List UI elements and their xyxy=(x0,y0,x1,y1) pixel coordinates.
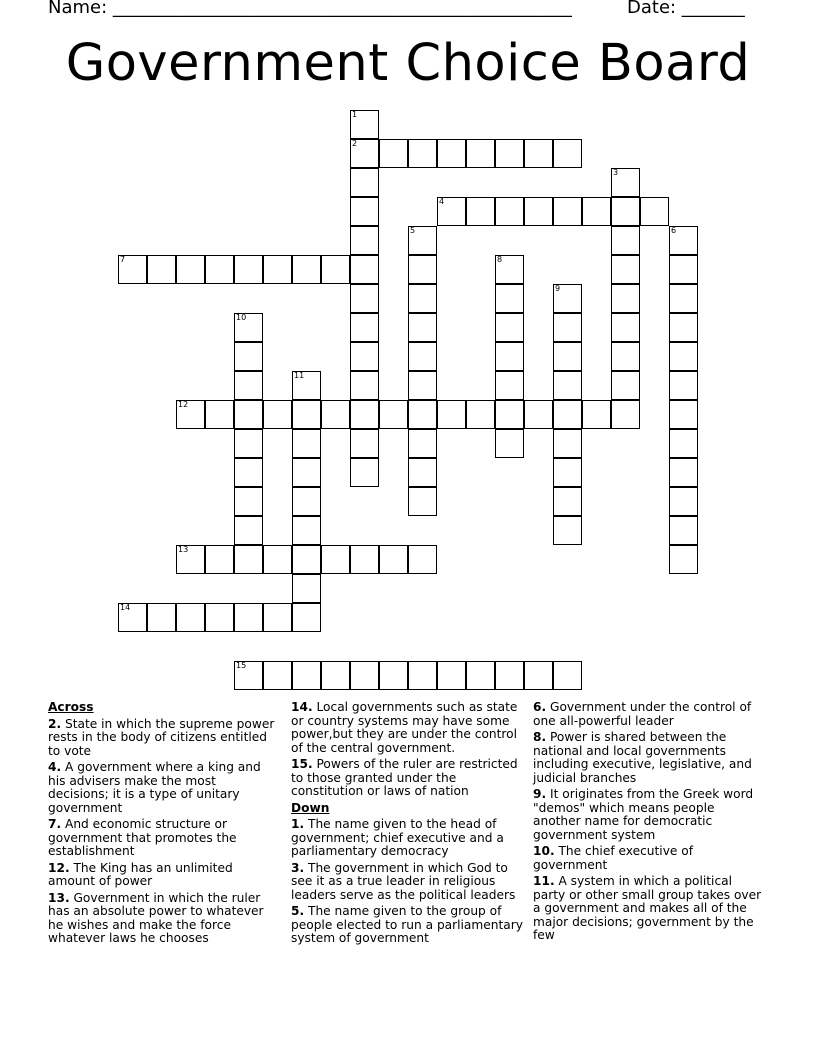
crossword-cell[interactable] xyxy=(524,661,553,690)
crossword-cell[interactable] xyxy=(234,255,263,284)
crossword-cell[interactable] xyxy=(350,168,379,197)
clue-text: Local governments such as state or country systems may have some power,but they are under the control of the central government. xyxy=(291,700,518,755)
crossword-cell[interactable] xyxy=(408,226,437,255)
crossword-cell[interactable] xyxy=(292,545,321,574)
clue-item xyxy=(48,761,280,815)
crossword-cell[interactable] xyxy=(669,458,698,487)
crossword-cell[interactable] xyxy=(321,545,350,574)
clue-item xyxy=(533,875,765,943)
crossword-cell[interactable] xyxy=(350,458,379,487)
crossword-cell[interactable] xyxy=(147,255,176,284)
crossword-cell[interactable] xyxy=(234,429,263,458)
crossword-cell[interactable] xyxy=(669,429,698,458)
clue-item xyxy=(533,731,765,785)
section-heading-across: Across xyxy=(48,700,94,714)
clue-item xyxy=(291,905,523,946)
crossword-cell[interactable] xyxy=(234,313,263,342)
crossword-cell[interactable] xyxy=(611,255,640,284)
crossword-cell[interactable] xyxy=(495,197,524,226)
crossword-cell[interactable] xyxy=(524,400,553,429)
cell-number: 5 xyxy=(410,226,416,235)
cell-number: 4 xyxy=(439,197,445,206)
crossword-cell[interactable] xyxy=(466,661,495,690)
crossword-cell[interactable] xyxy=(553,516,582,545)
clue-number: 15. xyxy=(291,757,313,771)
crossword-cell[interactable] xyxy=(553,284,582,313)
crossword-cell[interactable] xyxy=(495,342,524,371)
clue-text: The name given to the group of people elected to run a parliamentary system of government xyxy=(291,904,523,945)
cell-number: 3 xyxy=(613,168,619,177)
crossword-cell[interactable] xyxy=(640,197,669,226)
crossword-cell[interactable] xyxy=(205,545,234,574)
clue-item xyxy=(48,718,280,759)
clue-number: 11. xyxy=(533,874,555,888)
crossword-cell[interactable] xyxy=(263,400,292,429)
crossword-cell[interactable] xyxy=(292,603,321,632)
crossword-cell[interactable] xyxy=(611,342,640,371)
clue-item xyxy=(533,701,765,728)
crossword-cell[interactable] xyxy=(669,226,698,255)
crossword-cell[interactable] xyxy=(234,400,263,429)
crossword-cell[interactable] xyxy=(176,255,205,284)
clue-text: Government under the control of one all-powerful leader xyxy=(533,700,752,728)
clue-number: 9. xyxy=(533,787,547,801)
clue-text: Powers of the ruler are restricted to those granted under the constitution or laws of nation xyxy=(291,757,518,798)
clue-number: 3. xyxy=(291,860,305,875)
crossword-cell[interactable] xyxy=(263,661,292,690)
crossword-cell[interactable] xyxy=(408,139,437,168)
clue-column-2 xyxy=(291,701,523,946)
crossword-cell[interactable] xyxy=(495,284,524,313)
crossword-cell[interactable] xyxy=(553,139,582,168)
crossword-cell[interactable] xyxy=(495,661,524,690)
crossword-cell[interactable] xyxy=(176,603,205,632)
crossword-cell[interactable] xyxy=(408,545,437,574)
crossword-cell[interactable] xyxy=(234,371,263,400)
crossword-cell[interactable] xyxy=(292,574,321,603)
crossword-cell[interactable] xyxy=(495,400,524,429)
crossword-cell[interactable] xyxy=(321,255,350,284)
clue-text: The King has an unlimited amount of power xyxy=(48,860,233,888)
cell-number: 12 xyxy=(178,400,189,409)
crossword-cell[interactable] xyxy=(669,545,698,574)
crossword-cell[interactable] xyxy=(466,400,495,429)
crossword-cell[interactable] xyxy=(205,255,234,284)
clue-text: Power is shared between the national and local governments including executive, legislative, and judicial branches xyxy=(533,730,752,785)
clue-item xyxy=(291,701,523,755)
crossword-cell[interactable] xyxy=(234,545,263,574)
clue-item xyxy=(533,788,765,842)
crossword-cell[interactable] xyxy=(466,139,495,168)
crossword-cell[interactable] xyxy=(379,661,408,690)
crossword-cell[interactable] xyxy=(292,516,321,545)
crossword-cell[interactable] xyxy=(553,400,582,429)
cell-number: 8 xyxy=(497,255,503,264)
crossword-cell[interactable] xyxy=(553,458,582,487)
crossword-cell[interactable] xyxy=(263,255,292,284)
crossword-cell[interactable] xyxy=(437,661,466,690)
crossword-cell[interactable] xyxy=(205,400,234,429)
clue-number: 8. xyxy=(533,730,547,744)
clue-number: 5. xyxy=(291,904,305,918)
crossword-cell[interactable] xyxy=(234,342,263,371)
crossword-cell[interactable] xyxy=(292,371,321,400)
crossword-cell[interactable] xyxy=(466,197,495,226)
clue-number: 14. xyxy=(291,700,313,714)
crossword-cell[interactable] xyxy=(611,197,640,226)
date-field[interactable]: Date: _______ xyxy=(627,0,745,18)
clue-text: The name given to the head of government; chief executive and a parliamentary democracy xyxy=(291,817,504,858)
crossword-cell[interactable] xyxy=(495,139,524,168)
clue-item xyxy=(291,818,523,859)
crossword-cell[interactable] xyxy=(176,400,205,429)
crossword-cell[interactable] xyxy=(408,371,437,400)
crossword-cell[interactable] xyxy=(350,400,379,429)
clue-number: 6. xyxy=(533,700,547,714)
crossword-cell[interactable] xyxy=(147,603,176,632)
clue-number: 2. xyxy=(48,716,62,731)
crossword-cell[interactable] xyxy=(437,139,466,168)
crossword-cell[interactable] xyxy=(495,371,524,400)
crossword-cell[interactable] xyxy=(611,284,640,313)
crossword-cell[interactable] xyxy=(408,313,437,342)
crossword-cell[interactable] xyxy=(205,603,234,632)
crossword-cell[interactable] xyxy=(408,661,437,690)
crossword-cell[interactable] xyxy=(321,661,350,690)
crossword-cell[interactable] xyxy=(350,197,379,226)
cell-number: 7 xyxy=(120,255,126,264)
clue-item xyxy=(48,862,280,889)
crossword-cell[interactable] xyxy=(669,371,698,400)
crossword-cell[interactable] xyxy=(176,545,205,574)
crossword-cell[interactable] xyxy=(669,313,698,342)
clue-item xyxy=(291,862,523,903)
crossword-cell[interactable] xyxy=(292,255,321,284)
crossword-cell[interactable] xyxy=(611,313,640,342)
crossword-cell[interactable] xyxy=(350,139,379,168)
crossword-cell[interactable] xyxy=(495,255,524,284)
clue-text: And economic structure or government that promotes the establishment xyxy=(48,817,237,858)
crossword-cell[interactable] xyxy=(524,139,553,168)
crossword-cell[interactable] xyxy=(350,110,379,139)
crossword-cell[interactable] xyxy=(118,603,147,632)
crossword-cell[interactable] xyxy=(350,255,379,284)
crossword-cell[interactable] xyxy=(118,255,147,284)
clue-text: It originates from the Greek word "demos" which means people another name for democratic government system xyxy=(533,787,754,842)
crossword-cell[interactable] xyxy=(553,197,582,226)
crossword-cell[interactable] xyxy=(669,284,698,313)
crossword-cell[interactable] xyxy=(553,371,582,400)
crossword-cell[interactable] xyxy=(292,400,321,429)
crossword-cell[interactable] xyxy=(234,661,263,690)
crossword-cell[interactable] xyxy=(611,168,640,197)
clue-item xyxy=(291,758,523,799)
clue-number: 12. xyxy=(48,860,70,875)
crossword-cell[interactable] xyxy=(524,197,553,226)
clue-number: 10. xyxy=(533,844,555,858)
cell-number: 1 xyxy=(352,110,358,119)
clue-column-3 xyxy=(533,701,765,943)
crossword-cell[interactable] xyxy=(263,603,292,632)
crossword-cell[interactable] xyxy=(321,400,350,429)
crossword-cell[interactable] xyxy=(350,284,379,313)
crossword-cell[interactable] xyxy=(611,371,640,400)
clue-text: The chief executive of government xyxy=(533,844,694,872)
crossword-cell[interactable] xyxy=(350,545,379,574)
crossword-cell[interactable] xyxy=(669,487,698,516)
clue-text: Government in which the ruler has an absolute power to whatever he wishes and make the force whatever laws he chooses xyxy=(48,890,264,945)
crossword-cell[interactable] xyxy=(553,487,582,516)
cell-number: 14 xyxy=(120,603,131,612)
cell-number: 11 xyxy=(294,371,305,380)
crossword-cell[interactable] xyxy=(234,516,263,545)
clue-text: A government where a king and his advisers make the most decisions; it is a type of unitary government xyxy=(48,760,261,815)
cell-number: 6 xyxy=(671,226,677,235)
clue-number: 7. xyxy=(48,817,62,831)
section-heading-down: Down xyxy=(291,800,330,815)
crossword-cell[interactable] xyxy=(408,255,437,284)
crossword-cell[interactable] xyxy=(611,226,640,255)
clue-number: 4. xyxy=(48,760,62,774)
crossword-cell[interactable] xyxy=(234,458,263,487)
crossword-cell[interactable] xyxy=(408,487,437,516)
crossword-cell[interactable] xyxy=(292,661,321,690)
page-title: Government Choice Board xyxy=(65,34,751,93)
cell-number: 10 xyxy=(236,313,247,322)
crossword-cell[interactable] xyxy=(408,284,437,313)
crossword-cell[interactable] xyxy=(408,342,437,371)
crossword-cell[interactable] xyxy=(350,313,379,342)
crossword-cell[interactable] xyxy=(553,342,582,371)
crossword-cell[interactable] xyxy=(408,400,437,429)
crossword-cell[interactable] xyxy=(611,400,640,429)
crossword-cell[interactable] xyxy=(408,458,437,487)
crossword-cell[interactable] xyxy=(350,226,379,255)
crossword-cell[interactable] xyxy=(495,313,524,342)
clue-number: 1. xyxy=(291,817,305,831)
crossword-cell[interactable] xyxy=(350,429,379,458)
crossword-cell[interactable] xyxy=(379,545,408,574)
crossword-cell[interactable] xyxy=(234,487,263,516)
crossword-cell[interactable] xyxy=(669,342,698,371)
crossword-cell[interactable] xyxy=(582,400,611,429)
clue-text: A system in which a political party or other small group takes over a government and makes all of the major decisions; government by the few xyxy=(533,874,762,942)
clue-item xyxy=(533,845,765,872)
clue-column-1 xyxy=(48,701,280,946)
crossword-cell[interactable] xyxy=(379,400,408,429)
cell-number: 15 xyxy=(236,661,247,670)
crossword-cell[interactable] xyxy=(292,458,321,487)
crossword-cell[interactable] xyxy=(437,197,466,226)
crossword-cell[interactable] xyxy=(350,342,379,371)
cell-number: 9 xyxy=(555,284,561,293)
crossword-cell[interactable] xyxy=(437,400,466,429)
cell-number: 2 xyxy=(352,139,358,148)
crossword-cell[interactable] xyxy=(495,429,524,458)
crossword-cell[interactable] xyxy=(234,603,263,632)
clue-number: 13. xyxy=(48,890,70,905)
crossword-cell[interactable] xyxy=(553,313,582,342)
clue-text: State in which the supreme power rests in the body of citizens entitled to vote xyxy=(48,716,275,758)
crossword-cell[interactable] xyxy=(408,429,437,458)
crossword-cell[interactable] xyxy=(292,487,321,516)
crossword-cell[interactable] xyxy=(582,197,611,226)
crossword-cell[interactable] xyxy=(379,139,408,168)
crossword-cell[interactable] xyxy=(553,661,582,690)
crossword-cell[interactable] xyxy=(669,516,698,545)
clue-text: The government in which God to see it as a true leader in religious leaders serve as the political leaders xyxy=(291,860,516,902)
crossword-cell[interactable] xyxy=(350,661,379,690)
crossword-cell[interactable] xyxy=(669,400,698,429)
crossword-cell[interactable] xyxy=(263,545,292,574)
clue-item xyxy=(48,818,280,859)
crossword-cell[interactable] xyxy=(669,255,698,284)
clue-item xyxy=(48,892,280,946)
crossword-cell[interactable] xyxy=(292,429,321,458)
cell-number: 13 xyxy=(178,545,189,554)
crossword-cell[interactable] xyxy=(553,429,582,458)
crossword-cell[interactable] xyxy=(350,371,379,400)
name-field[interactable]: Name: ___________________________________________________ xyxy=(48,0,572,18)
